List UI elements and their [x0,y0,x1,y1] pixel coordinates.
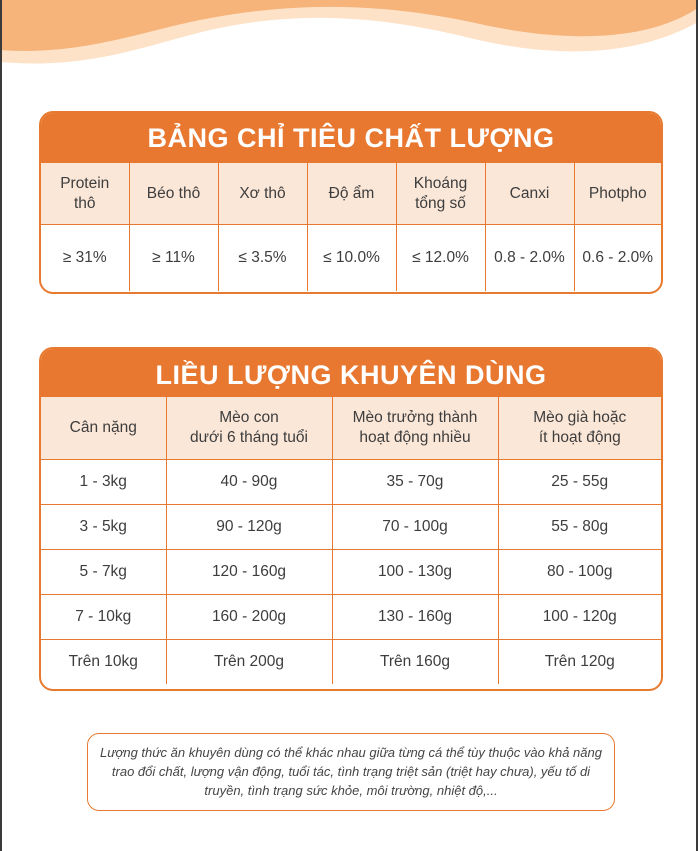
header-minerals-label: Khoáng tổng số [413,174,468,212]
adult-cell: 35 - 70g [332,460,498,505]
dosage-row [41,640,661,685]
quality-value-row [41,225,661,292]
header-kitten [166,397,332,460]
header-fiber-label: Xơ thô [239,184,286,202]
senior-cell: 100 - 120g [498,595,661,640]
header-fiber [218,163,307,225]
header-phosphorus-label: Photpho [588,184,647,202]
kitten-cell: 120 - 160g [166,550,332,595]
header-moisture-label: Độ ẩm [328,184,375,202]
senior-cell: 80 - 100g [498,550,661,595]
weight-cell: 3 - 5kg [41,505,166,550]
dosage-row [41,550,661,595]
value-fiber: ≤ 3.5% [218,225,307,292]
value-protein: ≥ 31% [41,225,129,292]
dosage-row [41,460,661,505]
adult-cell: 100 - 130g [332,550,498,595]
header-fat [129,163,218,225]
value-minerals: ≤ 12.0% [396,225,485,292]
dosage-table-card [39,347,663,691]
header-moisture [307,163,396,225]
dosage-header-row [41,397,661,460]
header-calcium [485,163,574,225]
kitten-cell: 40 - 90g [166,460,332,505]
header-protein [41,163,129,225]
header-senior-label: Mèo già hoặc ít hoạt động [533,409,627,446]
left-edge-bar [0,0,2,851]
weight-cell: 5 - 7kg [41,550,166,595]
header-senior [498,397,661,460]
header-protein-label: Protein thô [60,174,110,212]
header-calcium-label: Canxi [509,184,550,202]
feeding-note: Lượng thức ăn khuyên dùng có thể khác nhau giữa từng cá thể tùy thuộc vào khả năng trao đổi chất, lượng vận động, tuổi tác, tình trạng triệt sản (triệt hay chưa), yếu tố di truyền, tình trạng sức khỏe, môi trường, nhiệt độ,... [87,733,615,811]
header-kitten-label: Mèo con dưới 6 tháng tuổi [190,409,308,446]
senior-cell: 25 - 55g [498,460,661,505]
adult-cell: 130 - 160g [332,595,498,640]
value-phosphorus: 0.6 - 2.0% [574,225,661,292]
quality-header-row [41,163,661,225]
header-weight-label: Cân nặng [69,419,137,436]
value-moisture: ≤ 10.0% [307,225,396,292]
dosage-row [41,595,661,640]
dosage-row [41,505,661,550]
value-fat: ≥ 11% [129,225,218,292]
header-fat-label: Béo thô [146,184,201,202]
dosage-table [41,397,661,684]
header-minerals [396,163,485,225]
decorative-wave [0,0,698,90]
adult-cell: Trên 160g [332,640,498,685]
senior-cell: 55 - 80g [498,505,661,550]
kitten-cell: Trên 200g [166,640,332,685]
value-calcium: 0.8 - 2.0% [485,225,574,292]
weight-cell: 1 - 3kg [41,460,166,505]
kitten-cell: 160 - 200g [166,595,332,640]
kitten-cell: 90 - 120g [166,505,332,550]
weight-cell: Trên 10kg [41,640,166,685]
header-adult-label: Mèo trưởng thành hoạt động nhiều [352,409,478,446]
senior-cell: Trên 120g [498,640,661,685]
header-weight [41,397,166,460]
quality-table-title: BẢNG CHỈ TIÊU CHẤT LƯỢNG [41,113,661,163]
adult-cell: 70 - 100g [332,505,498,550]
quality-table [41,163,661,291]
header-phosphorus [574,163,661,225]
quality-table-card [39,111,663,294]
dosage-table-title: LIỀU LƯỢNG KHUYÊN DÙNG [41,349,661,397]
weight-cell: 7 - 10kg [41,595,166,640]
header-adult [332,397,498,460]
